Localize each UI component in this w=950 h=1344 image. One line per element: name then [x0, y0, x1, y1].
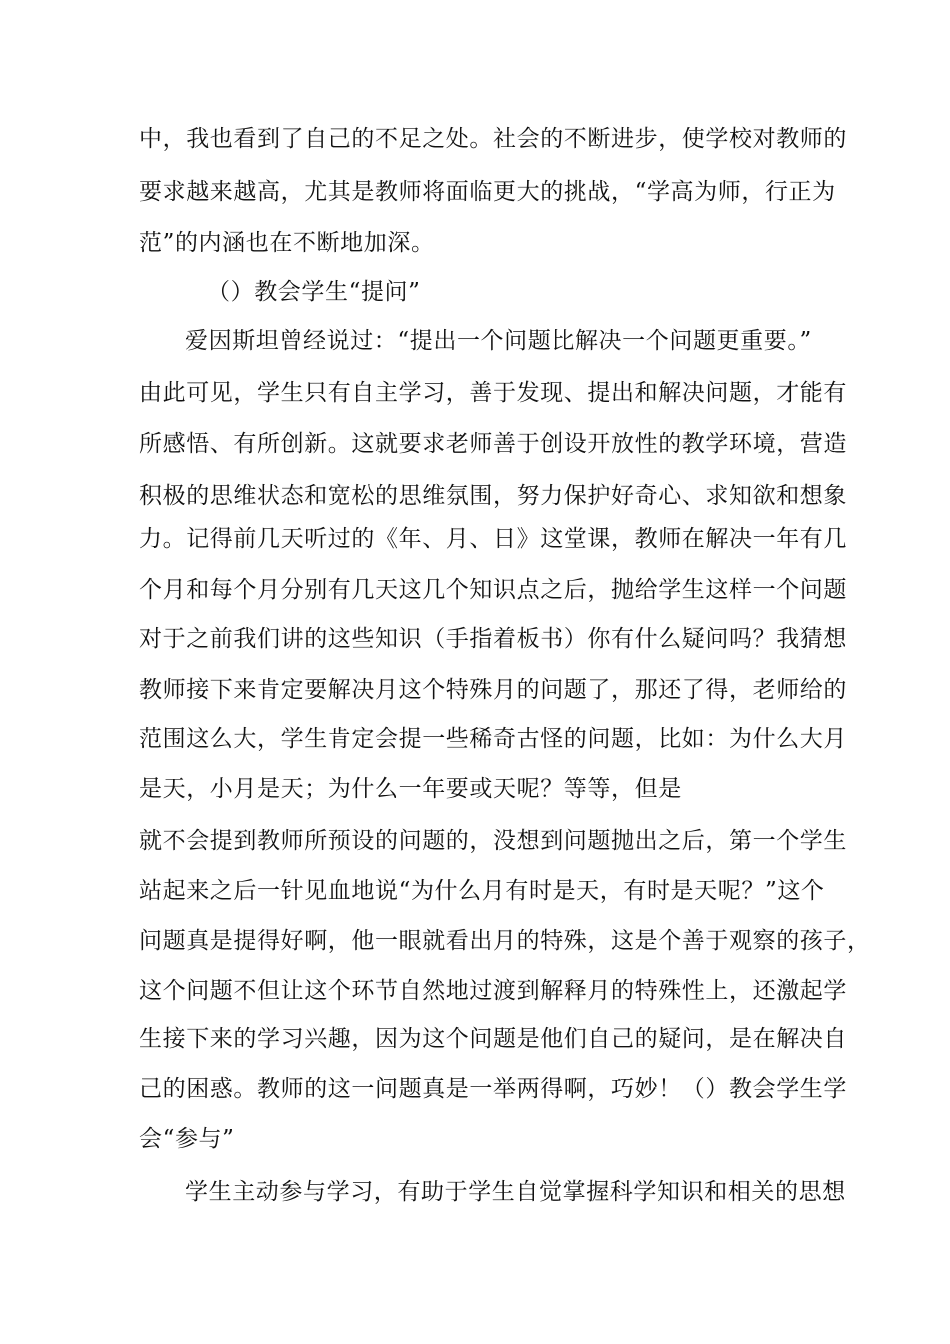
paragraph-line: 个月和每个月分别有几天这几个知识点之后，抛给学生这样一个问题 [139, 577, 847, 603]
section-heading: （）教会学生“提问” [207, 279, 421, 305]
paragraph-line: 所感悟、有所创新。这就要求老师善于创设开放性的教学环境，营造 [139, 431, 847, 457]
paragraph-line: 要求越来越高，尤其是教师将面临更大的挑战，“学高为师，行正为 [139, 179, 836, 205]
paragraph-line: 就不会提到教师所预设的问题的，没想到问题抛出之后，第一个学生 [139, 828, 847, 854]
paragraph-line: 己的困惑。教师的这一问题真是一举两得啊，巧妙！（）教会学生学 [139, 1076, 847, 1102]
paragraph-line: 爱因斯坦曾经说过：“提出一个问题比解决一个问题更重要。” [185, 328, 812, 354]
section-heading: 会“参与” [139, 1126, 235, 1152]
paragraph-line: 这个问题不但让这个环节自然地过渡到解释月的特殊性上，还激起学 [139, 978, 847, 1004]
paragraph-line: 是天，小月是天；为什么一年要或天呢？等等，但是 [139, 776, 682, 802]
paragraph-line: 教师接下来肯定要解决月这个特殊月的问题了，那还了得，老师给的 [139, 677, 847, 703]
paragraph-line: 力。记得前几天听过的《年、月、日》这堂课，教师在解决一年有几 [139, 526, 847, 552]
paragraph-line: 中，我也看到了自己的不足之处。社会的不断进步，使学校对教师的 [139, 126, 847, 152]
paragraph-line: 问题真是提得好啊，他一眼就看出月的特殊，这是个善于观察的孩子， [139, 928, 871, 954]
paragraph-line: 积极的思维状态和宽松的思维氛围，努力保护好奇心、求知欲和想象 [139, 483, 847, 509]
paragraph-line: 由此可见，学生只有自主学习，善于发现、提出和解决问题，才能有 [139, 380, 847, 406]
paragraph-line: 学生主动参与学习，有助于学生自觉掌握科学知识和相关的思想 [185, 1179, 846, 1205]
paragraph-line: 范”的内涵也在不断地加深。 [139, 230, 435, 256]
paragraph-line: 对于之前我们讲的这些知识（手指着板书）你有什么疑问吗？我猜想 [139, 626, 847, 652]
paragraph-line: 站起来之后一针见血地说“为什么月有时是天，有时是天呢？”这个 [139, 878, 825, 904]
paragraph-line: 生接下来的学习兴趣，因为这个问题是他们自己的疑问，是在解决自 [139, 1026, 847, 1052]
paragraph-line: 范围这么大，学生肯定会提一些稀奇古怪的问题，比如：为什么大月 [139, 726, 847, 752]
